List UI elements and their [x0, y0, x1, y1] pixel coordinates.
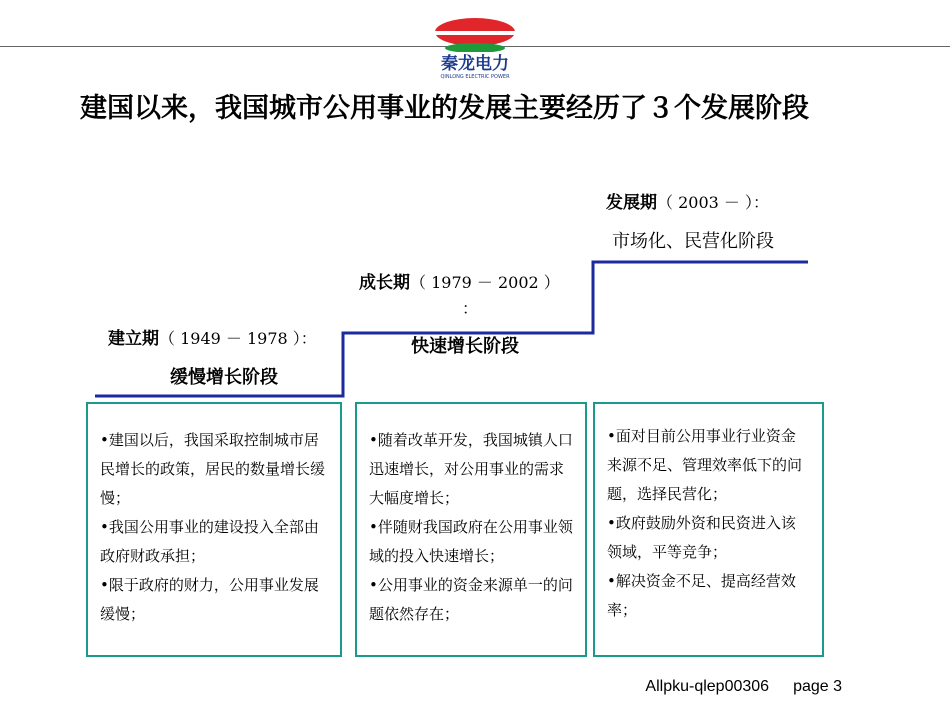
phase-1-bullet-2: •我国公用事业的建设投入全部由政府财政承担； — [100, 518, 319, 565]
phase-2-box — [355, 402, 587, 657]
phase-3-heading — [606, 188, 769, 213]
phase-3-name: 发展期 — [606, 193, 657, 213]
footer — [645, 678, 842, 696]
phase-3-bullet-2: •政府鼓励外资和民资进入该领域，平等竞争； — [607, 514, 796, 561]
phase-3-bullet-3: •解决资金不足、提高经营效率； — [607, 572, 796, 619]
phase-1-bullet-1: •建国以后，我国采取控制城市居民增长的政策，居民的数量增长缓慢； — [100, 431, 326, 507]
page-title: 建国以来，我国城市公用事业的发展主要经历了３个发展阶段 — [80, 93, 809, 124]
phase-2-bullet-2: •伴随财我国政府在公用事业领域的投入快速增长； — [369, 518, 573, 565]
phase-2-years: （ 1979 － 2002 ） — [410, 273, 560, 292]
phase-1-desc: 缓慢增长阶段 — [170, 367, 278, 388]
phase-3-years: （ 2003 － ）： — [657, 193, 769, 212]
phase-1-bullet-3: •限于政府的财力，公用事业发展缓慢； — [100, 576, 319, 623]
phase-2-bullet-1: •随着改革开发，我国城镇人口迅速增长，对公用事业的需求大幅度增长； — [369, 431, 573, 507]
phase-1-heading — [108, 324, 317, 349]
footer-doc-id: Allpku-qlep00306 — [645, 678, 770, 695]
phase-2-desc: 快速增长阶段 — [411, 336, 519, 357]
phase-2-heading — [359, 268, 560, 293]
phase-1-box — [86, 402, 342, 657]
phase-2-bullet-3: •公用事业的资金来源单一的问题依然存在； — [369, 576, 573, 623]
footer-page-number: page 3 — [793, 678, 842, 695]
phase-3-desc: 市场化、民营化阶段 — [612, 231, 774, 252]
phase-1-years: （ 1949 － 1978 ）： — [159, 329, 317, 348]
logo-text: 秦龙电力 — [441, 54, 509, 74]
phase-1-name: 建立期 — [108, 329, 159, 349]
phase-3-bullet-1: •面对目前公用事业行业资金来源不足、管理效率低下的问题，选择民营化； — [607, 427, 803, 503]
phase-2-colon: ： — [462, 299, 479, 318]
phase-2-name: 成长期 — [359, 273, 410, 293]
logo-subtext: QINLONG ELECTRIC POWER — [440, 74, 510, 80]
phase-3-box — [593, 402, 824, 657]
